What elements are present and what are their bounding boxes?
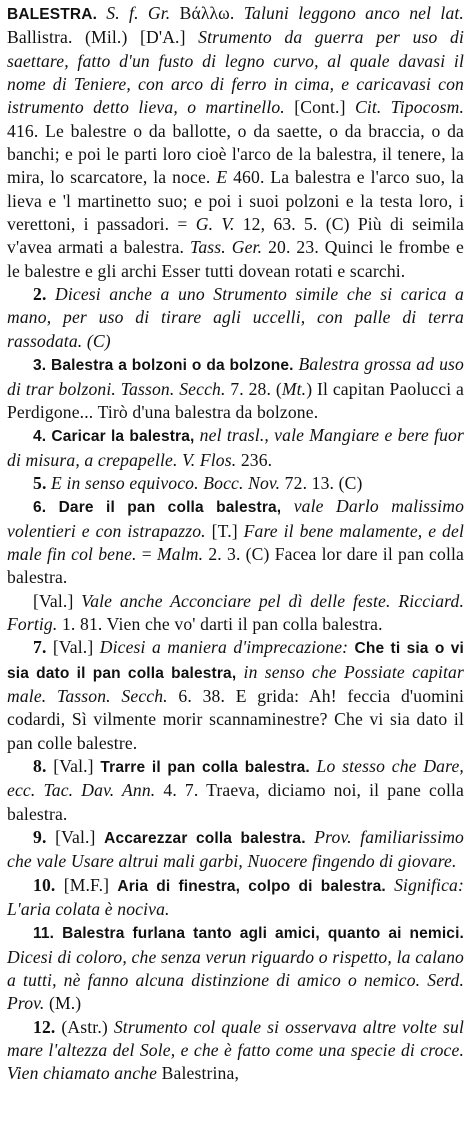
entry-text: E (216, 167, 228, 188)
entry-text: 5. (33, 472, 47, 493)
entry-headword: Trarre il pan colla balestra. (100, 759, 310, 776)
entry-text: Balestrina, (157, 1063, 240, 1084)
entry-text: Ballistra. (Mil.) [D'A.] (7, 27, 199, 48)
entry-text: Prov. familiarissimo che vale Usare altrui mali garbi, Nuocere fingendo di giovare. (7, 827, 464, 872)
entry-text: Dicesi di coloro, che senza verun riguardo o rispetto, la calano a tutti, nè fanno alcuna distinzione di amico o nemico. Serd. Prov. (7, 946, 464, 1014)
entry-text: Lo stesso che Dare, ecc. Tac. Dav. Ann. (7, 756, 464, 801)
dictionary-entry (7, 353, 464, 424)
dictionary-entry (7, 874, 464, 922)
entry-text: Taluni leggono anco nel lat. (243, 3, 464, 23)
dictionary-entry (7, 424, 464, 472)
entry-text: [Val.] (33, 590, 82, 611)
dictionary-entry (7, 755, 464, 826)
entry-headword: 11. Balestra furlana tanto agli amici, quanto ai nemici. (33, 925, 464, 943)
entry-text: (Astr.) (55, 1016, 114, 1037)
entry-text: Cit. Tipocosm. (354, 97, 464, 118)
entry-text: [Val.] (46, 756, 101, 776)
dictionary-entry (7, 283, 464, 353)
entry-text: E in senso equivoco. Bocc. Nov. (46, 472, 281, 493)
entry-text: 7. 28. ( (225, 378, 282, 399)
entry-text: 12, 63. 5. (C) Più di seimila v'avea armati a balestra. (7, 214, 464, 258)
entry-headword: Aria di finestra, colpo di balestra. (117, 877, 386, 895)
entry-text: Strumento da guerra per uso di saettare, fatto d'un fusto di legno curvo, al quale davasi il nome di Teniere, con arco di ferro in cima, e caricavasi con istrumento detto lieva, o martinello. (7, 27, 464, 118)
entry-text: 2. (33, 284, 47, 305)
entry-headword: BALESTRA. (7, 6, 98, 23)
dictionary-entry (7, 590, 464, 637)
dictionary-entry (7, 921, 464, 1015)
entry-text: 2. 3. (C) Facea lor dare il pan colla balestra. (7, 543, 464, 588)
entry-text: G. V. (195, 214, 235, 235)
entry-text: Dicesi a maniera d'imprecazione: (99, 637, 349, 658)
entry-text: [M.F.] (55, 874, 118, 895)
entry-text: 9. (33, 827, 47, 848)
dictionary-entry (7, 826, 464, 874)
entry-text: Βάλλω. (170, 3, 244, 23)
entry-text: nel trasl., vale Mangiare e bere fuor di misura, a crepapelle. V. Flos. (7, 425, 464, 470)
entry-text: 4. 7. Traeva, diciamo noi, il pane colla balestra. (7, 780, 464, 824)
entry-headword: Accarezzar colla balestra. (104, 830, 306, 848)
dictionary-entry (7, 636, 464, 755)
entry-text: Balestra grossa ad uso di trar bolzoni. Tasson. Secch. (7, 354, 464, 399)
entry-text: = (136, 543, 157, 564)
entry-text: (M.) (44, 993, 82, 1014)
entry-text: [Val.] (46, 827, 105, 848)
entry-text (97, 3, 106, 23)
entry-text: 10. (33, 874, 56, 895)
dictionary-entry (7, 472, 464, 495)
entry-headword: 4. Caricar la balestra, (33, 428, 195, 446)
entry-text: 20. 23. Quinci le frombe e le balestre e gli archi Esser tutti dovean rotati e scarchi. (7, 237, 464, 281)
entry-text: vale Darlo malissimo volentieri e con istrapazzo. (7, 496, 465, 541)
entry-headword: Che ti sia o vi sia dato il pan colla balestra, (7, 640, 465, 682)
entry-text: Malm. (156, 543, 204, 564)
entry-text: (C) (82, 330, 111, 351)
entry-text: ) Il capitan Paolucci a Perdigone... Tirò d'una balestra da bolzone. (7, 378, 465, 422)
entry-text: 12. (33, 1016, 56, 1037)
entry-text: in senso che Possiate capitar male. Tasson. Secch. (7, 661, 464, 706)
entry-text: 8. (33, 756, 47, 776)
entry-text: [Val.] (46, 637, 100, 658)
entry-text: Dicesi anche a uno Strumento simile che si carica a mano, per uso di tirare agli uccelli, con palle di terra rassodata. (7, 284, 464, 351)
entry-text: 1. 81. Vien che vo' darti il pan colla balestra. (57, 613, 383, 634)
entry-text: Vale anche Acconciare pel dì delle feste. Ricciard. Fortig. (7, 590, 464, 634)
entry-text: Fare il bene malamente, e del male fin col bene. (7, 520, 464, 564)
entry-text: 460. La balestra e l'arco suo, la lieva e 'l martinetto suo; e poi i suoi polzoni e la testa loro, i verettoni, i passadori. = (7, 167, 464, 235)
entry-text: Strumento col quale si osservava altre volte sul mare l'altezza del Sole, e che è fatto come una specie di croce. Vien chiamato anche (7, 1016, 464, 1084)
entry-headword: 3. Balestra a bolzoni o da bolzone. (33, 357, 294, 375)
entry-text: 416. Le balestre o da ballotte, o da saette, o da braccia, o da banchi; e poi le parti loro cioè l'arco de la balestra, il tenere, la mira, lo scarcatore, la noce. (7, 120, 464, 188)
dictionary-entry (7, 2, 464, 283)
entry-text: [T.] (205, 520, 244, 541)
entry-text: Tass. Ger. (190, 237, 263, 258)
entry-text: 72. 13. (C) (280, 472, 363, 493)
entry-text: Significa: L'aria colata è nociva. (7, 874, 464, 920)
entry-text: 236. (236, 449, 273, 470)
entry-text: 7. (33, 637, 47, 658)
dictionary-entry (7, 1016, 464, 1086)
entry-text: S. f. Gr. (106, 3, 171, 23)
entry-text: [Cont.] (284, 97, 355, 118)
dictionary-entry (7, 495, 464, 589)
entry-text: Mt. (281, 378, 307, 399)
entry-text: 6. 38. E grida: Ah! feccia d'uomini codardi, Sì vilmente morir scannaminestre? Che vi sia dato il pan colle balestre. (7, 685, 464, 753)
entry-headword: 6. Dare il pan colla balestra, (33, 499, 282, 517)
